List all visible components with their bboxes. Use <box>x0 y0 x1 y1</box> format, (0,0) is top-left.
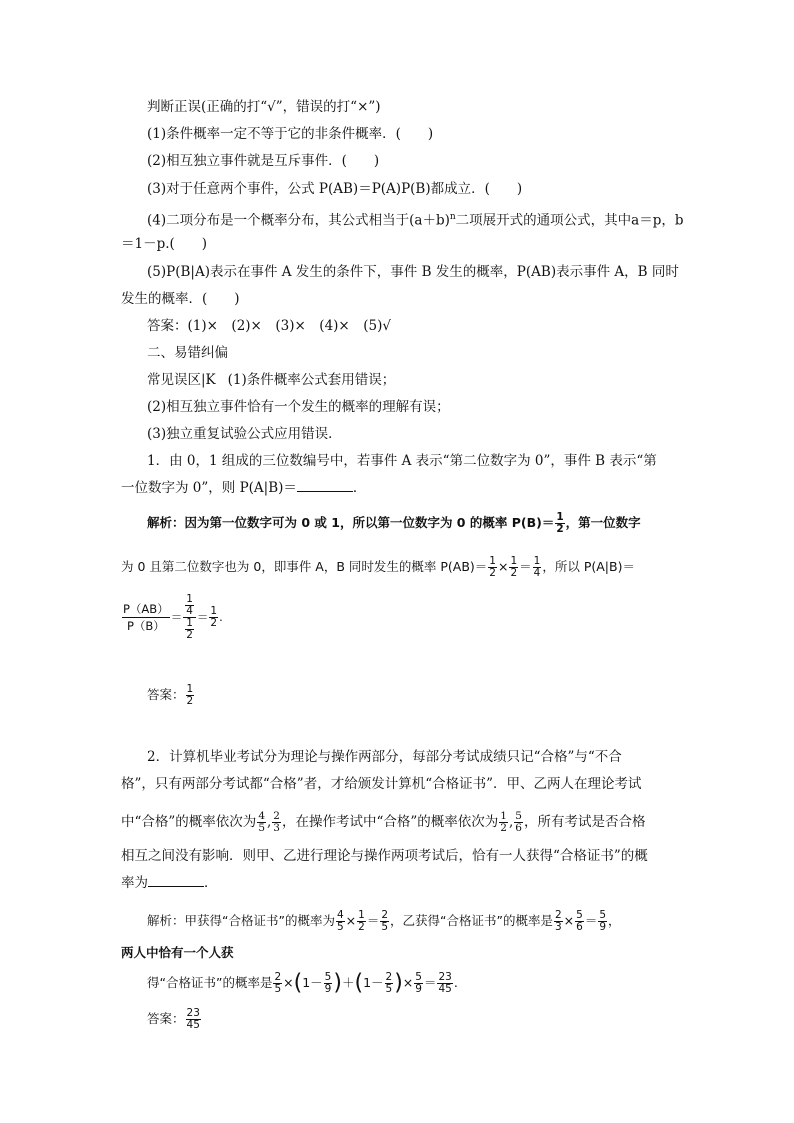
common-error-1: (1)条件概率公式套用错误； <box>227 372 396 388</box>
fraction-4-5 <box>257 811 266 834</box>
q1-sol-2-d: ，所以 P(A|B)＝ <box>542 559 635 574</box>
frac-den: 2 <box>556 523 564 535</box>
fraction-half <box>357 910 366 933</box>
frac-den: 3 <box>554 921 562 933</box>
frac-num: 5 <box>415 971 422 983</box>
q2-line-3-a: 中“合格”的概率依次为 <box>121 814 257 830</box>
frac-num: 4 <box>258 810 265 822</box>
frac-num: 4 <box>336 909 344 921</box>
fraction-23-45 <box>437 972 452 995</box>
frac-num: 23 <box>438 971 452 983</box>
item-1: (1)条件概率一定不等于它的非条件概率．( ) <box>147 126 434 142</box>
frac-num: 1 <box>186 593 193 605</box>
q2-sol-3-plus: ＋ <box>341 975 355 990</box>
q2-line-5 <box>121 874 218 892</box>
item-4-line-1 <box>147 208 684 230</box>
frac-den: 5 <box>336 921 344 933</box>
q2-answer-label: 答案： <box>147 1011 185 1026</box>
q2-sol-1-d: ，乙获得“合格证书”的概率是 <box>390 913 553 928</box>
q1-sol-3-eq: ＝ <box>170 610 183 624</box>
q2-solution-line-3 <box>147 972 458 995</box>
fraction-2-5 <box>385 972 394 995</box>
frac-den: 4 <box>533 567 541 579</box>
fraction-half <box>509 556 518 579</box>
q2-answer <box>147 1008 202 1031</box>
frac-den: 5 <box>258 822 265 834</box>
frac-num: 1 <box>556 511 564 523</box>
q2-answer-blank <box>148 874 204 887</box>
frac-den: 9 <box>599 921 607 933</box>
item-4-text-b: 二项展开式的通项公式，其中a＝p，b <box>455 212 684 229</box>
fraction-23-45 <box>186 1008 201 1031</box>
frac-den: 2 <box>358 921 365 933</box>
fraction-p-ab-over-p-b <box>122 601 170 634</box>
q1-line-2-end: ． <box>352 480 367 496</box>
left-paren: ( <box>354 970 364 996</box>
q2-solution-line-2: 两人中恰有一个人获 <box>121 945 234 960</box>
item-3: (3)对于任意两个事件，公式 P(AB)＝P(A)P(B)都成立．( ) <box>147 181 523 197</box>
frac-den <box>183 618 196 641</box>
q2-sol-1-eq-2: ＝ <box>584 913 598 928</box>
frac-num: 1 <box>500 810 507 822</box>
q1-solution-line-1 <box>147 512 641 535</box>
frac-num: 2 <box>385 971 393 983</box>
item-4-line-2: ＝1－p.( ) <box>121 236 208 252</box>
frac-num: 2 <box>274 971 282 983</box>
frac-num: 1 <box>510 555 518 567</box>
fraction-2-5 <box>380 910 389 933</box>
fraction-4-5 <box>336 910 345 933</box>
frac-num: 5 <box>599 909 607 921</box>
fraction-5-9 <box>598 910 607 933</box>
fraction-quarter <box>533 556 542 579</box>
frac-num: 1 <box>210 605 218 617</box>
q1-sol-2-eq: ＝ <box>519 559 532 574</box>
frac-den: P（B） <box>126 619 165 633</box>
fraction-half <box>185 618 194 641</box>
q1-compound-fraction <box>121 594 223 641</box>
fraction-half <box>186 684 195 707</box>
q2-line-1: 2．计算机毕业考试分为理论与操作两部分，每部分考试成绩只记“合格”与“不合 <box>147 749 622 765</box>
q2-line-3-c: ，所有考试是否合格 <box>523 814 646 830</box>
section-heading: 二、易错纠偏 <box>147 345 228 361</box>
frac-num: 2 <box>273 810 280 822</box>
frac-num: 5 <box>576 909 583 921</box>
frac-den: 5 <box>381 921 389 933</box>
q2-line-3 <box>121 811 645 834</box>
fraction-2-5 <box>273 972 282 995</box>
exercise-title: 判断正误(正确的打“√”，错误的打“×”) <box>147 99 381 115</box>
q1-line-2 <box>121 479 366 497</box>
q2-sol-1-times: × <box>345 913 357 928</box>
frac-den: 2 <box>489 567 496 579</box>
frac-num: P（AB） <box>123 602 169 616</box>
q2-line-3-b: ，在操作考试中“合格”的概率依次为 <box>281 814 499 830</box>
q2-sol-1-a: 解析：甲获得“合格证书”的概率为 <box>147 913 335 928</box>
frac-num: 1 <box>186 683 194 695</box>
fraction-2-3 <box>554 910 563 933</box>
fraction-2-3 <box>272 811 281 834</box>
left-paren: ( <box>293 970 303 996</box>
q2-sol-1-g: ， <box>608 913 621 928</box>
q1-sol-2-times: × <box>497 559 509 574</box>
q2-line-4: 相互之间没有影响．则甲、乙进行理论与操作两项考试后，恰有一人获得“合格证书”的概 <box>121 848 648 864</box>
frac-num: 1 <box>533 555 541 567</box>
frac-den: 9 <box>415 983 422 995</box>
q1-solution-line-2 <box>121 556 635 579</box>
fraction-half <box>499 811 508 834</box>
frac-num <box>183 594 196 618</box>
frac-den: 2 <box>510 567 518 579</box>
frac-num: 5 <box>324 971 332 983</box>
frac-den: 2 <box>500 822 507 834</box>
frac-den: 45 <box>438 983 452 995</box>
common-error-2: (2)相互独立事件恰有一个发生的概率的理解有误； <box>147 399 450 415</box>
answer-1: 答案：(1)× (2)× (3)× (4)× (5)√ <box>147 318 391 334</box>
frac-den: 9 <box>324 983 332 995</box>
frac-num: 2 <box>381 909 389 921</box>
item-2: (2)相互独立事件就是互斥事件．( ) <box>147 153 380 169</box>
q1-sol-3-end: . <box>219 610 223 624</box>
frac-den: 2 <box>186 695 194 707</box>
q2-line-5-a: 率为 <box>121 875 148 891</box>
frac-num: 1 <box>489 555 496 567</box>
q1-answer-blank <box>297 479 353 492</box>
q1-sol-2-a: 为 0 且第二位数字也为 0，即事件 A，B 同时发生的概率 P(AB)＝ <box>121 559 488 574</box>
common-error-3: (3)独立重复试验公式应用错误． <box>147 426 342 442</box>
q1-sol-3-eq2: ＝ <box>196 610 209 624</box>
frac-den: 2 <box>210 617 218 629</box>
frac-num: 1 <box>186 617 193 629</box>
q2-sol-1-eq: ＝ <box>366 913 380 928</box>
fraction-5-6 <box>514 811 523 834</box>
frac-den: 5 <box>385 983 393 995</box>
q2-sol-3-times: × <box>283 975 294 990</box>
common-errors-line-1 <box>147 371 395 389</box>
q2-sol-3-a: 得“合格证书”的概率是 <box>147 975 273 990</box>
q2-line-2: 格”，只有两部分考试都“合格”者，才给颁发计算机“合格证书”．甲、乙两人在理论考试 <box>121 776 642 792</box>
frac-den: 2 <box>186 629 193 641</box>
fraction-half <box>555 512 564 535</box>
frac-den: 6 <box>515 822 522 834</box>
frac-num: 2 <box>554 909 562 921</box>
frac-den: 6 <box>576 921 583 933</box>
q2-sol-3-e: 1－ <box>363 975 384 990</box>
item-4-exponent: n <box>449 212 456 222</box>
q1-sol-1-a: 解析：因为第一位数字可为 0 或 1，所以第一位数字为 0 的概率 P(B)＝ <box>147 515 555 530</box>
fraction-5-9 <box>414 972 423 995</box>
comma: , <box>508 814 514 830</box>
q2-sol-3-c: 1－ <box>302 975 323 990</box>
q1-line-2-text: 一位数字为 0”，则 P(A|B)＝ <box>121 480 297 496</box>
fraction-5-6 <box>575 910 584 933</box>
q2-sol-1-times-2: × <box>563 913 575 928</box>
frac-num: 23 <box>186 1007 200 1019</box>
fraction-half <box>488 556 497 579</box>
fraction-half <box>209 606 218 629</box>
q2-sol-3-end: . <box>453 975 458 990</box>
common-errors-label: 常见误区|K <box>147 372 216 388</box>
fraction-quarter <box>185 594 194 617</box>
item-4-text-a: (4)二项分布是一个概率分布，其公式相当于(a＋b) <box>147 212 450 229</box>
q1-answer-label: 答案： <box>147 687 185 702</box>
frac-num: 1 <box>358 909 365 921</box>
comma: , <box>267 814 272 830</box>
frac-num: 5 <box>515 810 522 822</box>
q1-sol-1-b: ，第一位数字 <box>565 515 641 530</box>
q2-solution-line-1 <box>147 910 621 933</box>
right-paren: ) <box>394 970 403 996</box>
q2-sol-3-eq: ＝ <box>423 975 437 990</box>
right-paren: ) <box>333 970 342 996</box>
fraction-5-9 <box>324 972 333 995</box>
frac-den: 45 <box>186 1019 200 1031</box>
q1-answer <box>147 684 195 707</box>
q2-line-5-b: ． <box>204 875 218 891</box>
fraction-quarter-over-half <box>183 594 196 641</box>
frac-den: 4 <box>186 605 193 617</box>
item-5-line-1: (5)P(B|A)表示在事件 A 发生的条件下，事件 B 发生的概率，P(AB)表示事件 A，B 同时 <box>147 264 679 280</box>
q2-sol-3-times-2: × <box>402 975 414 990</box>
item-5-line-2: 发生的概率．( ) <box>121 291 240 307</box>
frac-den: 3 <box>273 822 280 834</box>
frac-den: 5 <box>274 983 282 995</box>
q1-line-1: 1．由 0，1 组成的三位数编号中，若事件 A 表示“第二位数字为 0”，事件 B 表示“第 <box>147 453 657 469</box>
